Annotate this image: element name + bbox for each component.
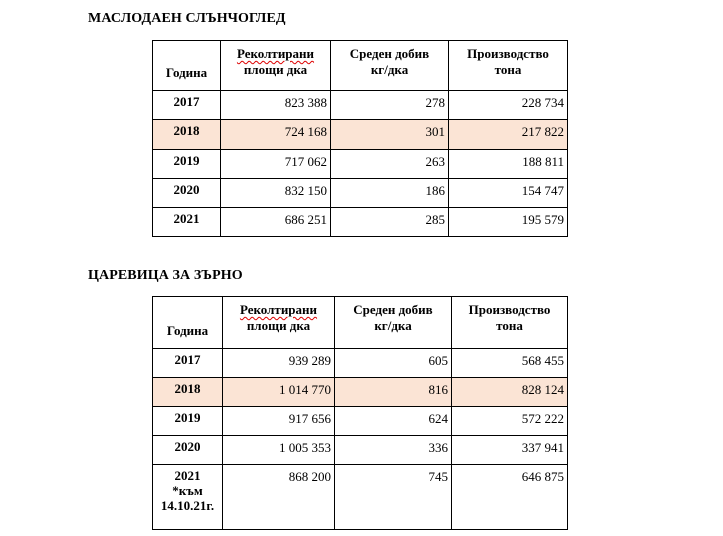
header-production	[452, 297, 568, 349]
row-year: 2017	[153, 349, 223, 378]
header-area-line2: площи дка	[246, 318, 311, 333]
row-area: 1 014 770	[223, 378, 335, 407]
table-row	[153, 436, 568, 465]
table-row	[153, 465, 568, 530]
header-yield-line2: кг/дка	[370, 62, 409, 77]
row-area: 724 168	[221, 120, 331, 150]
row-yield: 816	[335, 378, 452, 407]
row-production: 188 811	[449, 150, 568, 179]
header-area	[223, 297, 335, 349]
row-yield: 301	[331, 120, 449, 150]
table-header-row	[153, 297, 568, 349]
header-area-line1: Реколтирани	[236, 46, 315, 61]
corn-table	[152, 296, 568, 530]
header-production	[449, 41, 568, 91]
row-area: 823 388	[221, 91, 331, 120]
header-yield	[335, 297, 452, 349]
row-yield: 745	[335, 465, 452, 530]
header-yield-line1: Среден добив	[353, 302, 433, 317]
row-year-with-note	[153, 465, 223, 530]
row-production: 828 124	[452, 378, 568, 407]
header-year: Година	[153, 41, 221, 91]
table-header-row	[153, 41, 568, 91]
table-row	[153, 91, 568, 120]
row-area: 939 289	[223, 349, 335, 378]
header-area-line1: Реколтирани	[239, 302, 318, 317]
row-yield: 624	[335, 407, 452, 436]
sunflower-table	[152, 40, 568, 237]
row-year: 2017	[153, 91, 221, 120]
table-row	[153, 179, 568, 208]
row-year: 2018	[153, 120, 221, 150]
row-production: 568 455	[452, 349, 568, 378]
row-area: 917 656	[223, 407, 335, 436]
table-row	[153, 407, 568, 436]
table-row	[153, 349, 568, 378]
corn-title: ЦАРЕВИЦА ЗА ЗЪРНО	[88, 268, 243, 283]
table-row-highlighted	[153, 378, 568, 407]
header-yield-line2: кг/дка	[374, 318, 412, 333]
row-yield: 285	[331, 208, 449, 237]
header-area-line2: площи дка	[243, 62, 308, 77]
row-production: 195 579	[449, 208, 568, 237]
row-year: 2021	[153, 208, 221, 237]
table-row-highlighted	[153, 120, 568, 150]
row-year: 2020	[153, 179, 221, 208]
row-yield: 336	[335, 436, 452, 465]
row-year: 2018	[153, 378, 223, 407]
row-year: 2019	[153, 150, 221, 179]
header-prod-line2: тона	[494, 62, 522, 77]
header-area	[221, 41, 331, 91]
header-prod-line2: тона	[496, 318, 523, 333]
row-year: 2021	[174, 468, 201, 483]
row-year: 2020	[153, 436, 223, 465]
row-production: 228 734	[449, 91, 568, 120]
row-yield: 278	[331, 91, 449, 120]
header-prod-line1: Производство	[467, 46, 549, 61]
header-yield-line1: Среден добив	[349, 46, 430, 61]
row-yield: 186	[331, 179, 449, 208]
header-yield	[331, 41, 449, 91]
row-year: 2019	[153, 407, 223, 436]
row-area: 1 005 353	[223, 436, 335, 465]
row-production: 646 875	[452, 465, 568, 530]
sunflower-title: МАСЛОДАЕН СЛЪНЧОГЛЕД	[88, 11, 286, 26]
row-year-note: *към	[172, 483, 203, 498]
row-area: 686 251	[221, 208, 331, 237]
header-year: Година	[153, 297, 223, 349]
row-area: 868 200	[223, 465, 335, 530]
header-prod-line1: Производство	[468, 302, 551, 317]
row-yield: 605	[335, 349, 452, 378]
row-production: 572 222	[452, 407, 568, 436]
row-production: 337 941	[452, 436, 568, 465]
row-area: 717 062	[221, 150, 331, 179]
row-yield: 263	[331, 150, 449, 179]
table-row	[153, 208, 568, 237]
table-row	[153, 150, 568, 179]
row-year-note-date: 14.10.21г.	[160, 498, 215, 513]
row-area: 832 150	[221, 179, 331, 208]
row-production: 217 822	[449, 120, 568, 150]
row-production: 154 747	[449, 179, 568, 208]
